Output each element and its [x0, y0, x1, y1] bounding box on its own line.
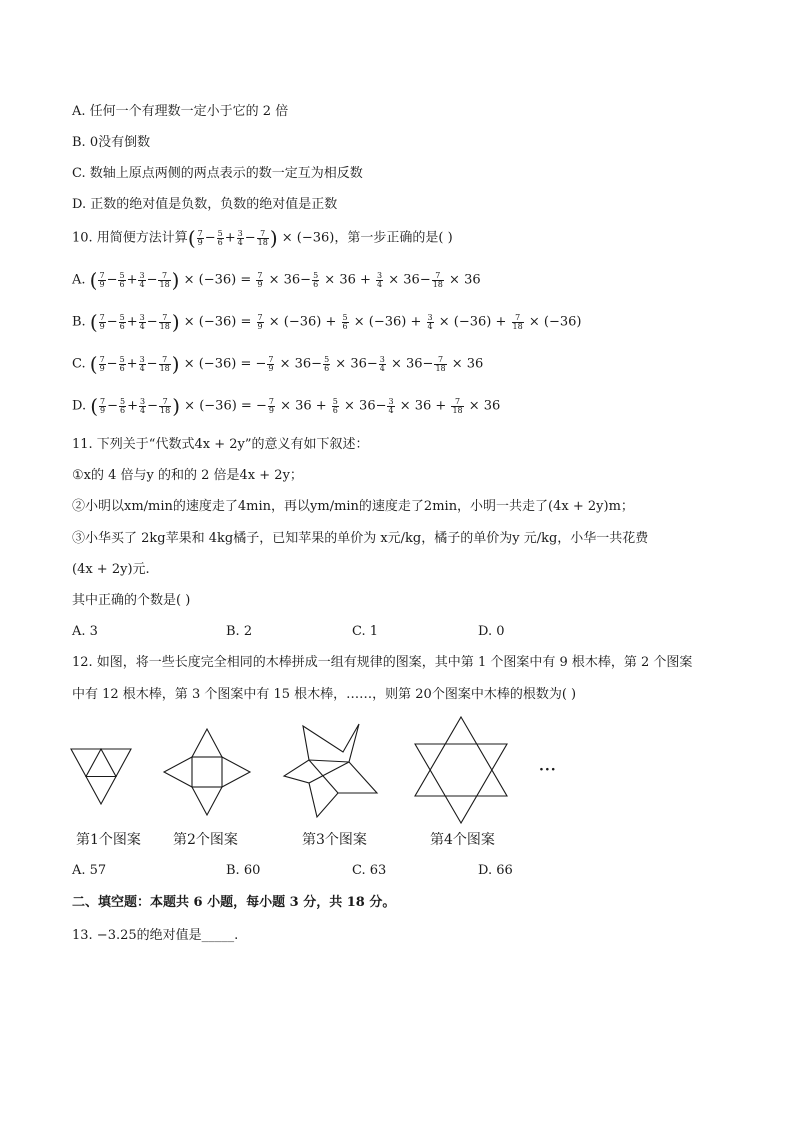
- q13-stem: 13. −3.25的绝对值是_____.: [72, 928, 239, 943]
- q9-option-d: D. 正数的绝对值是负数，负数的绝对值是正数: [72, 197, 338, 212]
- q11-item-3-line2: (4x + 2y)元.: [72, 562, 150, 577]
- pattern-1-caption: 第1个图案: [76, 832, 141, 848]
- pattern-4-caption: 第4个图案: [430, 832, 495, 848]
- q10-option-b: B. ( $\frac{7}{9}$ − $\frac{5}{6}$ + $\frac{3}{4}$ − $\frac{7}{18}$ ) × (−36) = $\frac{7}{9}$ × (−36) + $\frac{5}{6}$ × (−36) + $\frac{3}{4}$ × (−36) + $\frac{7}{18}$ × (−36): [72, 310, 582, 334]
- q10-stem: 10. 用简便方法计算( $\frac{7}{9}$ − $\frac{5}{6}$ + $\frac{3}{4}$ − $\frac{7}{18}$ ) × (−36)，第一步正确的是( ): [72, 226, 453, 250]
- q9-option-a: A. 任何一个有理数一定小于它的 2 倍: [72, 104, 289, 119]
- q10-option-d-label: D.: [72, 398, 87, 414]
- q11-option-a: A. 3: [72, 624, 98, 639]
- q11-option-c: C. 1: [352, 624, 379, 639]
- q10-option-d: D. ( $\frac{7}{9}$ − $\frac{5}{6}$ + $\frac{3}{4}$ − $\frac{7}{18}$ ) × (−36) = − $\frac{7}{9}$ × 36 + $\frac{5}{6}$ × 36− $\frac{3}{4}$ × 36 + $\frac{7}{18}$ × 36: [72, 394, 501, 418]
- q10-option-a: A. ( $\frac{7}{9}$ − $\frac{5}{6}$ + $\frac{3}{4}$ − $\frac{7}{18}$ ) × (−36) = $\frac{7}{9}$ × 36− $\frac{5}{6}$ × 36 + $\frac{3}{4}$ × 36− $\frac{7}{18}$ × 36: [72, 268, 481, 292]
- q11-option-d: D. 0: [478, 624, 505, 639]
- q12-option-b: B. 60: [226, 863, 261, 878]
- pattern-4-figure: [413, 716, 509, 824]
- q10-option-c-label: C.: [72, 356, 86, 372]
- q12-stem-line1: 12. 如图，将一些长度完全相同的木棒拼成一组有规律的图案，其中第 1 个图案中有 9 根木棒，第 2 个图案: [72, 655, 693, 670]
- q11-item-1: ①x的 4 倍与y 的和的 2 倍是4x + 2y；: [72, 468, 303, 483]
- q10-option-b-label: B.: [72, 314, 86, 330]
- q12-option-c: C. 63: [352, 863, 387, 878]
- q12-stem-line2: 中有 12 根木棒，第 3 个图案中有 15 根木棒，……，则第 20个图案中木棒的根数为( ): [72, 687, 577, 702]
- q11-item-3-line1: ③小华买了 2kg苹果和 4kg橘子，已知苹果的单价为 x元/kg，橘子的单价为y 元/kg，小华一共花费: [72, 531, 649, 546]
- q10-stem-suffix: × (−36)，第一步正确的是( ): [281, 230, 453, 246]
- pattern-ellipsis: ···: [539, 762, 557, 778]
- q11-ask: 其中正确的个数是( ): [72, 593, 191, 608]
- q10-option-a-label: A.: [72, 272, 86, 288]
- pattern-3-figure: [283, 722, 379, 818]
- q9-option-c: C. 数轴上原点两侧的两点表示的数一定互为相反数: [72, 166, 363, 181]
- q10-option-c: C. ( $\frac{7}{9}$ − $\frac{5}{6}$ + $\frac{3}{4}$ − $\frac{7}{18}$ ) × (−36) = − $\frac{7}{9}$ × 36− $\frac{5}{6}$ × 36− $\frac{3}{4}$ × 36− $\frac{7}{18}$ × 36: [72, 352, 484, 376]
- section-2-title: 二、填空题：本题共 6 小题，每小题 3 分，共 18 分。: [72, 895, 396, 910]
- q9-option-b: B. 0没有倒数: [72, 135, 151, 150]
- q11-option-b: B. 2: [226, 624, 253, 639]
- q11-stem: 11. 下列关于“代数式4x + 2y”的意义有如下叙述：: [72, 437, 369, 452]
- q12-option-a: A. 57: [72, 863, 107, 878]
- pattern-3-caption: 第3个图案: [302, 832, 367, 848]
- q11-item-2: ②小明以xm/min的速度走了4min，再以ym/min的速度走了2min，小明一共走了(4x + 2y)m；: [72, 499, 634, 514]
- q10-stem-prefix: 10. 用简便方法计算: [72, 230, 188, 246]
- pattern-2-caption: 第2个图案: [173, 832, 238, 848]
- pattern-2-figure: [163, 728, 251, 816]
- pattern-1-figure: [70, 748, 132, 806]
- q12-option-d: D. 66: [478, 863, 513, 878]
